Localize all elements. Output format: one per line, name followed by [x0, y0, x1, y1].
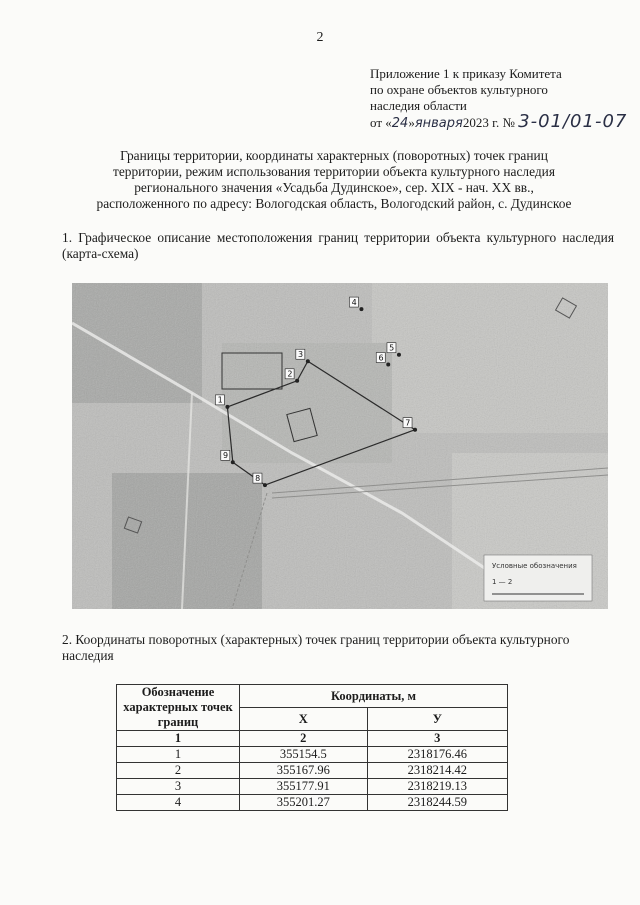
- section-1-heading: 1. Графическое описание местоположения границ территории объекта культурного наследия (карта-схема): [62, 230, 614, 261]
- header-coordinates: Координаты, м: [240, 685, 508, 708]
- boundary-point-4: [359, 307, 363, 311]
- date-mid: »: [408, 115, 415, 130]
- date-year: 2023 г. №: [462, 115, 515, 130]
- point-label-7: 7: [405, 418, 411, 428]
- date-prefix: от «: [370, 115, 392, 130]
- table-row: [117, 763, 508, 779]
- legend-title: Условные обозначения: [492, 562, 577, 570]
- map-scheme: [72, 283, 608, 609]
- point-label-9: 9: [223, 451, 229, 461]
- boundary-point-2: [295, 379, 299, 383]
- x-cell: 355201.27: [240, 795, 368, 811]
- x-cell: 355167.96: [240, 763, 368, 779]
- title-line: регионального значения «Усадьба Дудинское», сер. XIX - нач. XX вв.,: [134, 180, 534, 195]
- boundary-point-5: [397, 353, 401, 357]
- point-label-3: 3: [298, 350, 304, 360]
- appendix-line: Приложение 1 к приказу Комитета: [370, 66, 562, 81]
- x-cell: 355154.5: [240, 747, 368, 763]
- point-label-5: 5: [389, 343, 395, 353]
- y-cell: 2318219.13: [367, 779, 507, 795]
- appendix-header: [370, 66, 630, 132]
- index-cell: 3: [367, 731, 507, 747]
- title-line: расположенного по адресу: Вологодская область, Вологодский район, с. Дудинское: [96, 196, 572, 211]
- order-number-handwritten: 3-01/01-07: [518, 111, 628, 132]
- coordinates-table: [116, 684, 508, 811]
- appendix-date-line: [370, 111, 630, 132]
- boundary-point-7: [413, 428, 417, 432]
- page-number: 2: [316, 30, 324, 45]
- point-cell: 1: [117, 747, 240, 763]
- title-line: территории, режим использования территории объекта культурного наследия: [113, 164, 555, 179]
- title-line: Границы территории, координаты характерных (поворотных) точек границ: [120, 148, 548, 163]
- date-month-handwritten: января: [414, 116, 463, 131]
- table-row: [117, 779, 508, 795]
- index-cell: 2: [240, 731, 368, 747]
- boundary-point-9: [231, 460, 235, 464]
- point-cell: 4: [117, 795, 240, 811]
- point-cell: 2: [117, 763, 240, 779]
- x-cell: 355177.91: [240, 779, 368, 795]
- appendix-line: наследия области: [370, 98, 467, 113]
- point-label-4: 4: [351, 297, 357, 307]
- boundary-point-3: [306, 359, 310, 363]
- appendix-line: по охране объектов культурного: [370, 82, 548, 97]
- date-day-handwritten: 24: [391, 116, 409, 131]
- document-title: [58, 148, 610, 212]
- legend-item: 1 — 2: [492, 578, 513, 586]
- point-label-8: 8: [255, 473, 261, 483]
- y-cell: 2318244.59: [367, 795, 507, 811]
- boundary-point-1: [225, 405, 229, 409]
- table-row: [117, 747, 508, 763]
- point-label-2: 2: [287, 369, 293, 379]
- boundary-point-6: [386, 363, 390, 367]
- header-y: У: [367, 708, 507, 731]
- header-designation: Обозначение характерных точек границ: [117, 685, 240, 731]
- point-cell: 3: [117, 779, 240, 795]
- point-label-1: 1: [217, 395, 223, 405]
- section-2-heading: 2. Координаты поворотных (характерных) точек границ территории объекта культурного наследия: [62, 632, 570, 663]
- y-cell: 2318176.46: [367, 747, 507, 763]
- point-label-6: 6: [378, 353, 384, 363]
- boundary-point-8: [263, 483, 267, 487]
- header-x: X: [240, 708, 368, 731]
- map-svg: [72, 283, 608, 609]
- y-cell: 2318214.42: [367, 763, 507, 779]
- index-cell: 1: [117, 731, 240, 747]
- table-row: [117, 795, 508, 811]
